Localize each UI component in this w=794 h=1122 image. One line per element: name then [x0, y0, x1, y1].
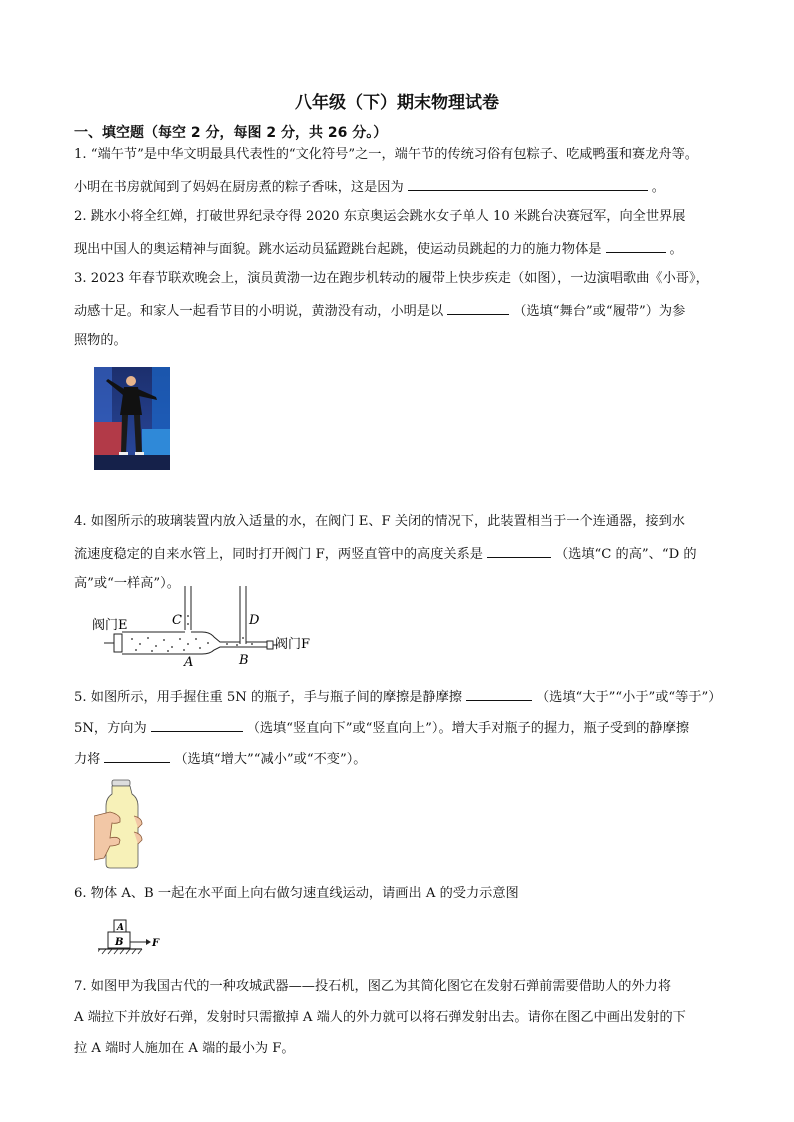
label-d: D: [249, 613, 260, 628]
block-b-label: B: [115, 937, 124, 948]
q5-text-3: 力将: [74, 752, 101, 767]
q5-text-2: 5N，方向为: [74, 721, 147, 736]
q7-line2: A 端拉下并放好石弹，发射时只需撤掉 A 端人的外力就可以将石弹发射出去。请你在图乙中画出发射的下: [74, 1010, 686, 1025]
q7-line3: 拉 A 端时人施加在 A 端的最小为 F。: [74, 1041, 295, 1056]
block-a-label: A: [117, 923, 124, 933]
q5-line2: [74, 718, 754, 738]
q5-answer-blank-2[interactable]: [151, 718, 243, 732]
force-f-label: F: [152, 938, 160, 949]
q2-line2: [74, 239, 754, 259]
q1-text: 小明在书房就闻到了妈妈在厨房煮的粽子香味，这是因为: [74, 180, 404, 195]
q3-line3: 照物的。: [74, 333, 127, 348]
q1-line1: 1. “端午节”是中华文明最具代表性的“文化符号”之一，端午节的传统习俗有包粽子、吃咸鸭蛋和赛龙舟等。: [74, 147, 698, 162]
label-b: B: [239, 653, 249, 668]
q3-stage-photo: [94, 367, 170, 470]
q4-answer-blank[interactable]: [487, 544, 551, 558]
q5-text: 5. 如图所示，用手握住重 5N 的瓶子，手与瓶子间的摩擦是静摩擦: [74, 690, 462, 705]
q3-text: 动感十足。和家人一起看节目的小明说，黄渤没有动，小明是以: [74, 304, 444, 319]
q5-text-2-after: （选填“竖直向下”或“竖直向上”）。增大手对瓶子的握力，瓶子受到的静摩擦: [246, 721, 690, 736]
q2-answer-blank[interactable]: [606, 239, 666, 253]
q5-hand-bottle-figure: [94, 778, 150, 870]
section-fill-in-blanks: 一、填空题（每空 2 分，每图 2 分，共 26 分。）: [74, 125, 388, 141]
q1-line2: [74, 177, 754, 197]
q3-text-after: （选填“舞台”或“履带”）为参: [513, 304, 686, 319]
q5-line1: [74, 687, 754, 707]
q4-glass-apparatus-figure: [92, 584, 332, 670]
q5-text-after: （选填“大于”“小于”或“等于”）: [535, 690, 722, 705]
q1-end: 。: [651, 180, 665, 195]
valve-e-label: 阀门E: [92, 618, 128, 633]
exam-title: 八年级（下）期末物理试卷: [295, 93, 499, 113]
q2-line1: 2. 跳水小将全红婵，打破世界纪录夺得 2020 东京奥运会跳水女子单人 10 米跳台决赛冠军，向全世界展: [74, 209, 686, 224]
q3-line1: 3. 2023 年春节联欢晚会上，演员黄渤一边在跑步机转动的履带上快步疾走（如图），一边演唱歌曲《小哥》，: [74, 271, 709, 286]
q5-text-3-after: （选填“增大”“减小”或“不变”）。: [174, 752, 367, 767]
q4-line1: 4. 如图所示的玻璃装置内放入适量的水，在阀门 E、F 关闭的情况下，此装置相当于一个连通器，接到水: [74, 514, 685, 529]
q6-line1: 6. 物体 A、B 一起在水平面上向右做匀速直线运动，请画出 A 的受力示意图: [74, 886, 519, 901]
q5-answer-blank-3[interactable]: [104, 749, 170, 763]
q4-line2: [74, 544, 754, 564]
q5-line3: [74, 749, 754, 769]
q4-text-after: （选填“C 的高”、“D 的: [554, 547, 697, 562]
label-c: C: [172, 613, 182, 628]
q6-blocks-figure: [98, 916, 166, 960]
q2-end: 。: [669, 242, 683, 257]
valve-f-label: 阀门F: [275, 637, 311, 652]
q1-answer-blank[interactable]: [408, 177, 648, 191]
q2-text: 现出中国人的奥运精神与面貌。跳水运动员猛蹬跳台起跳，使运动员跳起的力的施力物体是: [74, 242, 602, 257]
q3-line2: [74, 301, 754, 321]
q4-text: 流速度稳定的自来水管上，同时打开阀门 F，两竖直管中的高度关系是: [74, 547, 483, 562]
q3-answer-blank[interactable]: [447, 301, 509, 315]
label-a: A: [184, 655, 194, 670]
q7-line1: 7. 如图甲为我国古代的一种攻城武器——投石机，图乙为其简化图它在发射石弹前需要借助人的外力将: [74, 979, 672, 994]
q4-line3: 高”或“一样高”）。: [74, 576, 180, 591]
q5-answer-blank-1[interactable]: [466, 687, 532, 701]
